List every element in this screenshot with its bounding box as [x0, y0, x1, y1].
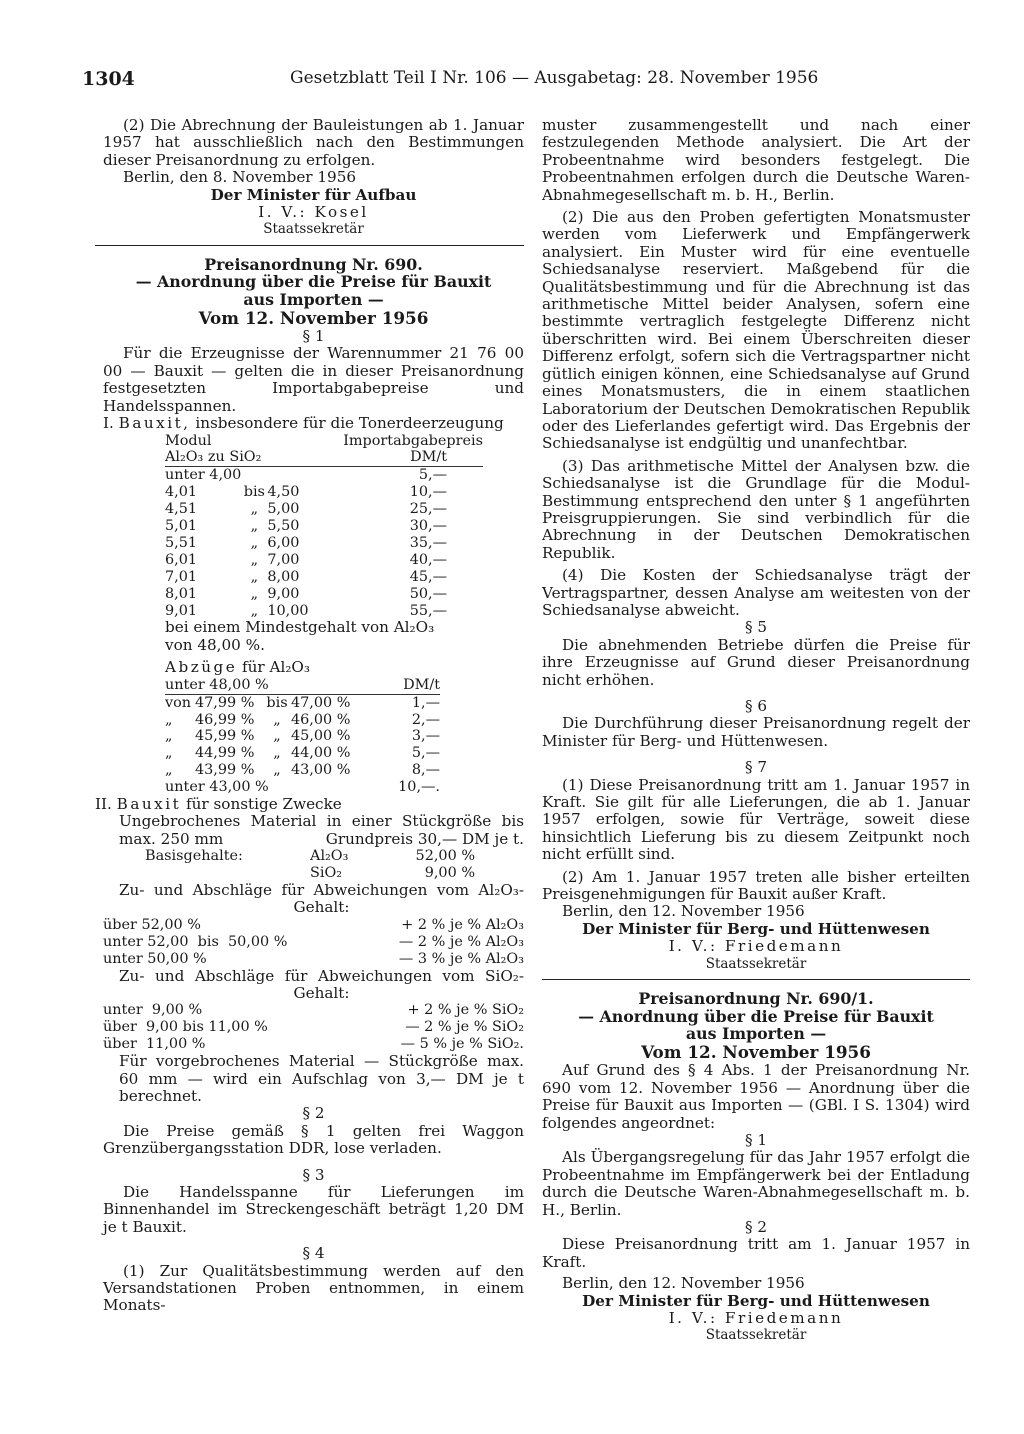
ordinance-2-date: Vom 12. November 1956: [641, 1042, 871, 1063]
deduction-last-row: unter 43,00 % 10,—.: [165, 779, 440, 796]
modul-price-table: [165, 433, 483, 620]
part-2-line-1: Ungebrochenes Material in einer Stückgröße bis: [119, 812, 524, 831]
modul-row: 8,01 „ 9,00 50,—: [165, 585, 447, 602]
previous-minister: Der Minister für Aufbau: [210, 185, 417, 204]
ordinance-2-section-1-text: Als Übergangsregelung für das Jahr 1957 erfolgt die Probeentnahme im Empfängerwerk bei der Entladung durch die Deutsche Waren-Abnahmegesellschaft m. b. H., Berlin.: [542, 1148, 970, 1219]
deduction-row: von 47,99 % bis 47,00 % 1,—: [165, 694, 440, 711]
deduction-row: „ 45,99 % „ 45,00 % 3,—: [165, 728, 440, 745]
ordinance-2-minister: Der Minister für Berg- und Hüttenwesen: [582, 1291, 930, 1310]
section-4-paragraph-4: (4) Die Kosten der Schiedsanalyse trägt der Vertragspartner, dessen Analyse am weitesten von der Schiedsanalyse abweicht.: [542, 566, 970, 619]
page-number: 1304: [82, 68, 135, 90]
al-adjustment-1: Zu- und Abschläge für Abweichungen vom Al₂O₃-: [119, 881, 524, 900]
al-adjustment-row: über 52,00 % + 2 % je % Al₂O₃: [103, 916, 524, 933]
section-7-heading: § 7: [744, 758, 768, 777]
ordinance-title: Preisanordnung Nr. 690.: [204, 254, 423, 274]
basis-table: Basisgehalte: Al₂O₃ 52,00 % SiO₂ 9,00 %: [145, 848, 475, 882]
al-adjustment-2: Gehalt:: [293, 898, 350, 917]
previous-place-date: Berlin, den 8. November 1956: [123, 168, 357, 187]
modul-label: Modul: [165, 432, 212, 449]
si-adjustment-row: unter 9,00 % + 2 % je % SiO₂: [103, 1002, 524, 1019]
prebroken-material-text: Für vorgebrochenes Material — Stückgröße max. 60 mm — wird ein Aufschlag von 3,— DM je t berechnet.: [119, 1052, 524, 1105]
modul-row: 5,51 „ 6,00 35,—: [165, 534, 447, 551]
section-3-heading: § 3: [302, 1165, 325, 1184]
section-3-text: Die Handelsspanne für Lieferungen im Binnenhandel im Streckengeschäft beträgt 1,20 DM je t Bauxit.: [103, 1182, 524, 1236]
section-4-heading: § 4: [302, 1244, 325, 1263]
section-6-heading: § 6: [744, 697, 768, 715]
modul-row: 7,01 „ 8,00 45,—: [165, 568, 447, 585]
ordinance-2-title: Preisanordnung Nr. 690/1.: [638, 989, 874, 1009]
import-price-label: Importabgabepreis: [343, 432, 483, 449]
modul-row: 9,01 „ 10,00 55,—: [165, 602, 447, 619]
previous-secretary: Staatssekretär: [263, 221, 364, 238]
place-date: Berlin, den 12. November 1956: [562, 902, 805, 921]
section-2-heading: § 2: [302, 1104, 325, 1123]
ordinance-2-place-date: Berlin, den 12. November 1956: [562, 1274, 805, 1293]
ordinance-subtitle-2: aus Importen —: [243, 289, 384, 309]
part-1-heading: I. Bauxit, insbesondere für die Tonerdeerzeugung: [103, 414, 504, 433]
modul-row: 4,51 „ 5,00 25,—: [165, 501, 447, 518]
ordinance-2-section-2-heading: § 2: [744, 1217, 768, 1236]
section-5-heading: § 5: [744, 618, 768, 637]
section-divider: [95, 245, 524, 246]
section-2-text: Die Preise gemäß § 1 gelten frei Waggon Grenzübergangsstation DDR, lose verladen.: [103, 1121, 524, 1158]
ratio-label: Al₂O₃ zu SiO₂: [165, 449, 327, 466]
ordinance-2-secretary: Staatssekretär: [705, 1327, 807, 1344]
part-2-line-2: max. 250 mm Grundpreis 30,— DM je t.: [119, 829, 524, 848]
ordinance-2-subtitle: — Anordnung über die Preise für Bauxit: [578, 1006, 934, 1026]
right-column: [542, 117, 970, 1345]
deductions-heading: Abzüge für Al₂O₃: [165, 658, 310, 677]
left-column: [95, 116, 524, 1315]
si-adjustment-1: Zu- und Abschläge für Abweichungen vom SiO₂-: [119, 966, 524, 985]
modul-row: 6,01 „ 7,00 40,—: [165, 551, 447, 568]
modul-row: 5,01 „ 5,50 30,—: [165, 518, 447, 535]
page-header: [82, 68, 982, 92]
ordinance-date: Vom 12. November 1956: [198, 308, 429, 329]
si-adjustment-2: Gehalt:: [293, 984, 350, 1002]
deductions-table: [165, 677, 440, 796]
section-4-continuation: muster zusammengestellt und nach einer festzulegenden Methode analysiert. Die Art der Probeentnahme wird besonders festgelegt. Die Probeentnahmen erfolgen durch die Deutsche Waren-Abnahmegesellschaft m. b. H., Berlin.: [542, 116, 970, 204]
section-4-paragraph-3: (3) Das arithmetische Mittel der Analysen bzw. die Schiedsanalyse ist die Grundlage für die Modul-Bestimmung entsprechend den unter § 1 angeführten Preisgruppierungen. Sie sind verbindlich für die Abrechnung in der Deutschen Demokratischen Republik.: [542, 456, 970, 562]
previous-signatory: I. V.: Kosel: [258, 203, 369, 222]
section-6-text: Die Durchführung dieser Preisanordnung regelt der Minister für Berg- und Hüttenwesen.: [542, 714, 970, 750]
ordinance-2-section-2-text: Diese Preisanordnung tritt am 1. Januar 1957 in Kraft.: [542, 1235, 970, 1271]
deduction-row: „ 43,99 % „ 43,00 % 8,—: [165, 762, 440, 779]
section-1-text: Für die Erzeugnisse der Warennummer 21 76 00 00 — Bauxit — gelten die in dieser Preisanordnung festgesetzten Importabgabepreise und Handelsspannen.: [103, 344, 524, 415]
deductions-unit: DM/t: [361, 677, 440, 694]
ordinance-subtitle: — Anordnung über die Preise für Bauxit: [135, 272, 492, 292]
header-title: Gesetzblatt Teil I Nr. 106 — Ausgabetag: 28. November 1956: [290, 68, 819, 88]
section-7-paragraph-1: (1) Diese Preisanordnung tritt am 1. Januar 1957 in Kraft. Sie gilt für alle Lieferungen, die ab 1. Januar 1957 erfolgen, sowie für Verträge, soweit diese hinsichtlich Lieferung bis zu diesem Zeitpunkt noch nicht erfüllt sind.: [542, 775, 970, 864]
secretary: Staatssekretär: [705, 955, 807, 972]
section-1-heading: § 1: [302, 327, 325, 346]
ordinance-2-subtitle-2: aus Importen —: [685, 1023, 827, 1043]
section-4-text: (1) Zur Qualitätsbestimmung werden auf den Versandstationen Proben entnommen, in einem Monats-: [103, 1261, 524, 1315]
section-4-paragraph-2: (2) Die aus den Proben gefertigten Monatsmuster werden vom Lieferwerk und Empfängerwerk analysiert. Ein Muster wird für eine eventuelle Schiedsanalyse reserviert. Maßgebend für die Qualitätsbestimmung und für die Abrechnung ist das arithmetische Mittel beider Analysen, sofern eine bestimmte vertraglich festgelegte Differenz nicht überschritten wird. Bei einem Überschreiten dieser Differenz erfolgt, sofern sich die Vertragspartner nicht gütlich einigen können, eine Schiedsanalyse auf Grund eines Monatsmusters, die in einem staatlichen Laboratorium der Deutschen Demokratischen Republik oder des Lieferlandes gefertigt wird. Das Ergebnis der Schiedsanalyse ist endgültig und unanfechtbar.: [542, 208, 970, 453]
modul-row: unter 4,00 5,—: [165, 467, 447, 484]
section-7-paragraph-2: (2) Am 1. Januar 1957 treten alle bisher erteilten Preisgenehmigungen für Bauxit außer Kraft.: [542, 867, 970, 904]
min-content-1: bei einem Mindestgehalt von Al₂O₃: [165, 618, 435, 637]
minister: Der Minister für Berg- und Hüttenwesen: [582, 919, 930, 938]
al-adjustment-row: unter 52,00 bis 50,00 % — 2 % je % Al₂O₃: [103, 933, 524, 950]
al-adjustment-row: unter 50,00 % — 3 % je % Al₂O₃: [103, 950, 524, 967]
ordinance-2-section-1-heading: § 1: [744, 1130, 768, 1149]
ordinance-2-signatory: I. V.: Friedemann: [668, 1309, 844, 1327]
deduction-row: „ 46,99 % „ 46,00 % 2,—: [165, 711, 440, 728]
section-5-text: Die abnehmenden Betriebe dürfen die Preise für ihre Erzeugnisse auf Grund dieser Preisanordnung nicht erhöhen.: [542, 635, 970, 689]
section-divider-right: [542, 979, 970, 980]
deduction-row: „ 44,99 % „ 44,00 % 5,—: [165, 745, 440, 762]
si-adjustment-row: über 11,00 % — 5 % je % SiO₂.: [103, 1036, 524, 1053]
al-adjustment-table: [103, 917, 524, 968]
min-content-2: von 48,00 %.: [165, 635, 265, 654]
unit-label: DM/t: [327, 449, 483, 466]
previous-ordinance-paragraph: (2) Die Abrechnung der Bauleistungen ab 1. Januar 1957 hat ausschließlich nach den Bestimmungen dieser Preisanordnung zu erfolgen.: [103, 116, 524, 169]
si-adjustment-row: über 9,00 bis 11,00 % — 2 % je % SiO₂: [103, 1019, 524, 1036]
ordinance-2-intro: Auf Grund des § 4 Abs. 1 der Preisanordnung Nr. 690 vom 12. November 1956 — Anordnung über die Preise für Bauxit aus Importen — (GBl. I S. 1304) wird folgendes angeordnet:: [542, 1061, 970, 1132]
modul-row: 4,01 bis 4,50 10,—: [165, 484, 447, 501]
signatory: I. V.: Friedemann: [668, 937, 844, 956]
deductions-threshold: unter 48,00 %: [165, 677, 361, 694]
part-2-heading: II. Bauxit für sonstige Zwecke: [95, 795, 342, 814]
si-adjustment-table: [103, 1002, 524, 1053]
